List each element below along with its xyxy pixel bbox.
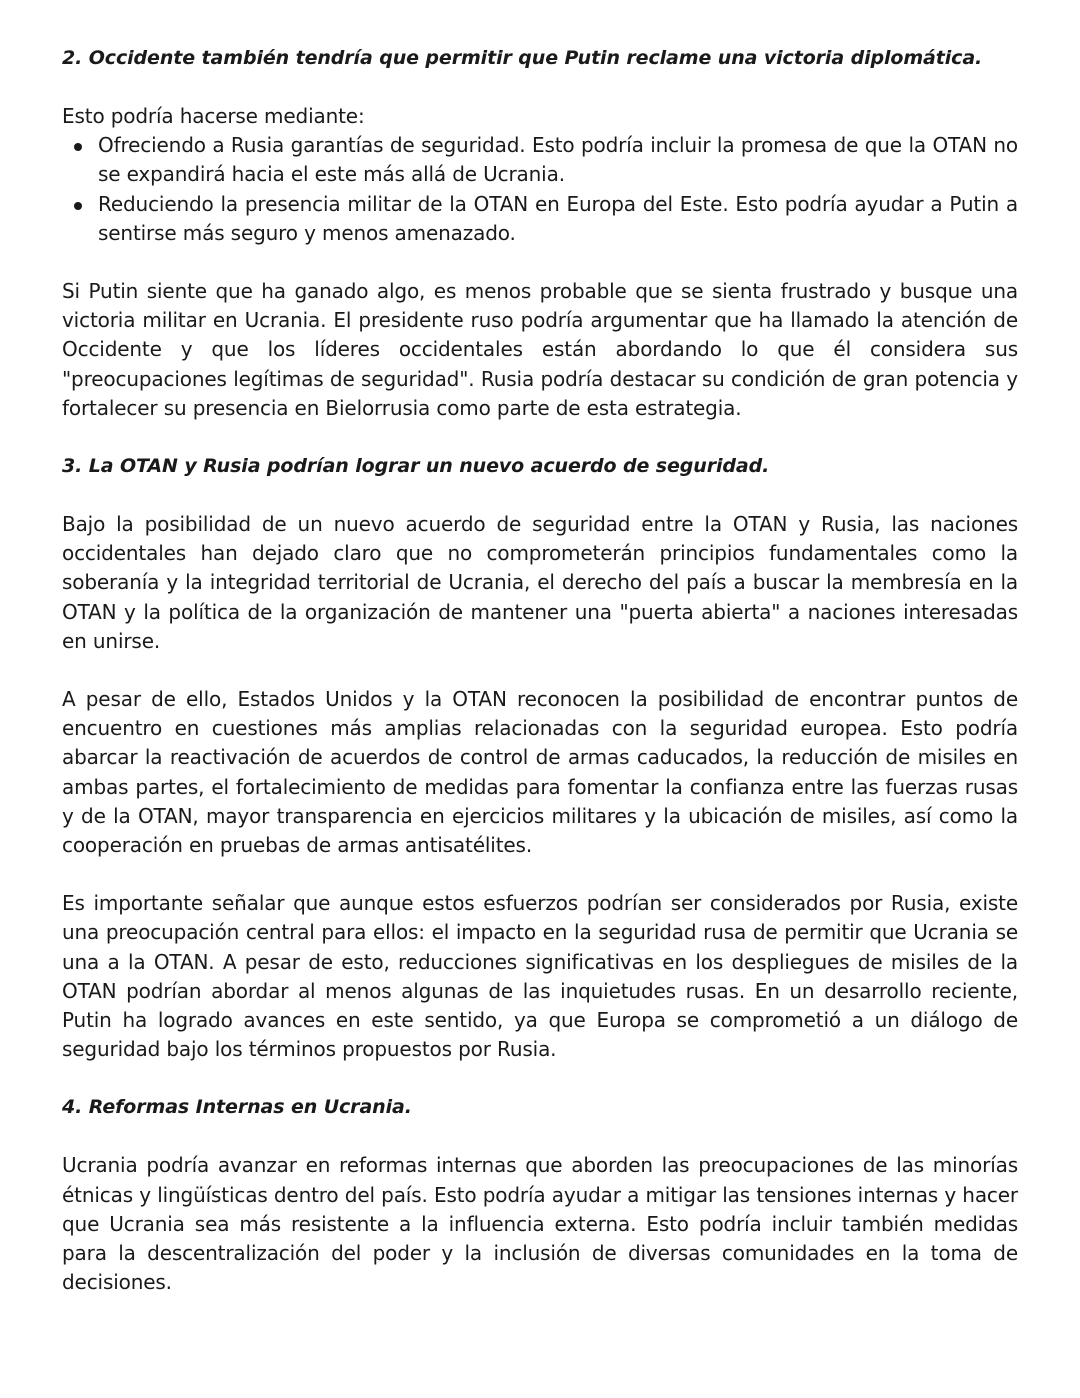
section-3-heading: 3. La OTAN y Rusia podrían lograr un nuevo acuerdo de seguridad. (62, 455, 770, 478)
section-2-paragraph: Si Putin siente que ha ganado algo, es menos probable que se sienta frustrado y busque una victoria militar en Ucrania. El presidente ruso podría argumentar que ha llamado la atención de Occidente y que los líderes occidentales están abordando lo que él considera sus "preocupaciones legítimas de seguridad". Rusia podría destacar su condición de gran potencia y fortalecer su presencia en Bielorrusia como parte de esta estrategia. (62, 279, 1018, 420)
section-2-heading: 2. Occidente también tendría que permitir que Putin reclame una victoria diplomática. (62, 47, 983, 69)
section-3-paragraph-3: Es importante señalar que aunque estos esfuerzos podrían ser considerados por Rusia, existe una preocupación central para ellos: el impacto en la seguridad rusa de permitir que Ucrania se una a la OTAN. A pesar de esto, reducciones significativas en los despliegues de misiles de la OTAN podrían abordar al menos algunas de las inquietudes rusas. En un desarrollo reciente, Putin ha logrado avances en este sentido, ya que Europa se comprometió a un diálogo de seguridad bajo los términos propuestos por Rusia. (62, 891, 1018, 1062)
document-page (62, 44, 1018, 1298)
section-3-paragraph-1: Bajo la posibilidad de un nuevo acuerdo de seguridad entre la OTAN y Rusia, las naciones occidentales han dejado claro que no comprometerán principios fundamentales como la soberanía y la integridad territorial de Ucrania, el derecho del país a buscar la membresía en la OTAN y la política de la organización de mantener una "puerta abierta" a naciones interesadas en unirse. (62, 512, 1018, 653)
bullet-text: Ofreciendo a Rusia garantías de seguridad. Esto podría incluir la promesa de que la OTAN no se expandirá hacia el este más allá de Ucrania. (98, 133, 1018, 187)
bullet-text: Reduciendo la presencia militar de la OTAN en Europa del Este. Esto podría ayudar a Putin a sentirse más seguro y menos amenazado. (98, 191, 1018, 245)
bullet-icon (74, 202, 82, 210)
bullet-item (98, 190, 1018, 248)
section-3-paragraph-2: A pesar de ello, Estados Unidos y la OTAN reconocen la posibilidad de encontrar puntos de encuentro en cuestiones más amplias relacionadas con la seguridad europea. Esto podría abarcar la reactivación de acuerdos de control de armas caducados, la reducción de misiles en ambas partes, el fortalecimiento de medidas para fomentar la confianza entre las fuerzas rusas y de la OTAN, mayor transparencia en ejercicios militares y la ubicación de misiles, así como la cooperación en pruebas de armas antisatélites. (62, 687, 1018, 858)
section-4-paragraph: Ucrania podría avanzar en reformas internas que aborden las preocupaciones de las minorías étnicas y lingüísticas dentro del país. Esto podría ayudar a mitigar las tensiones internas y hacer que Ucrania sea más resistente a la influencia externa. Esto podría incluir también medidas para la descentralización del poder y la inclusión de diversas comunidades en la toma de decisiones. (62, 1153, 1018, 1295)
bullet-item (98, 131, 1018, 189)
bullet-icon (74, 143, 82, 151)
section-2-intro: Esto podría hacerse mediante: (62, 104, 365, 128)
section-2-bullet-list (62, 131, 1018, 248)
section-4-heading: 4. Reformas Internas en Ucrania. (62, 1096, 412, 1119)
